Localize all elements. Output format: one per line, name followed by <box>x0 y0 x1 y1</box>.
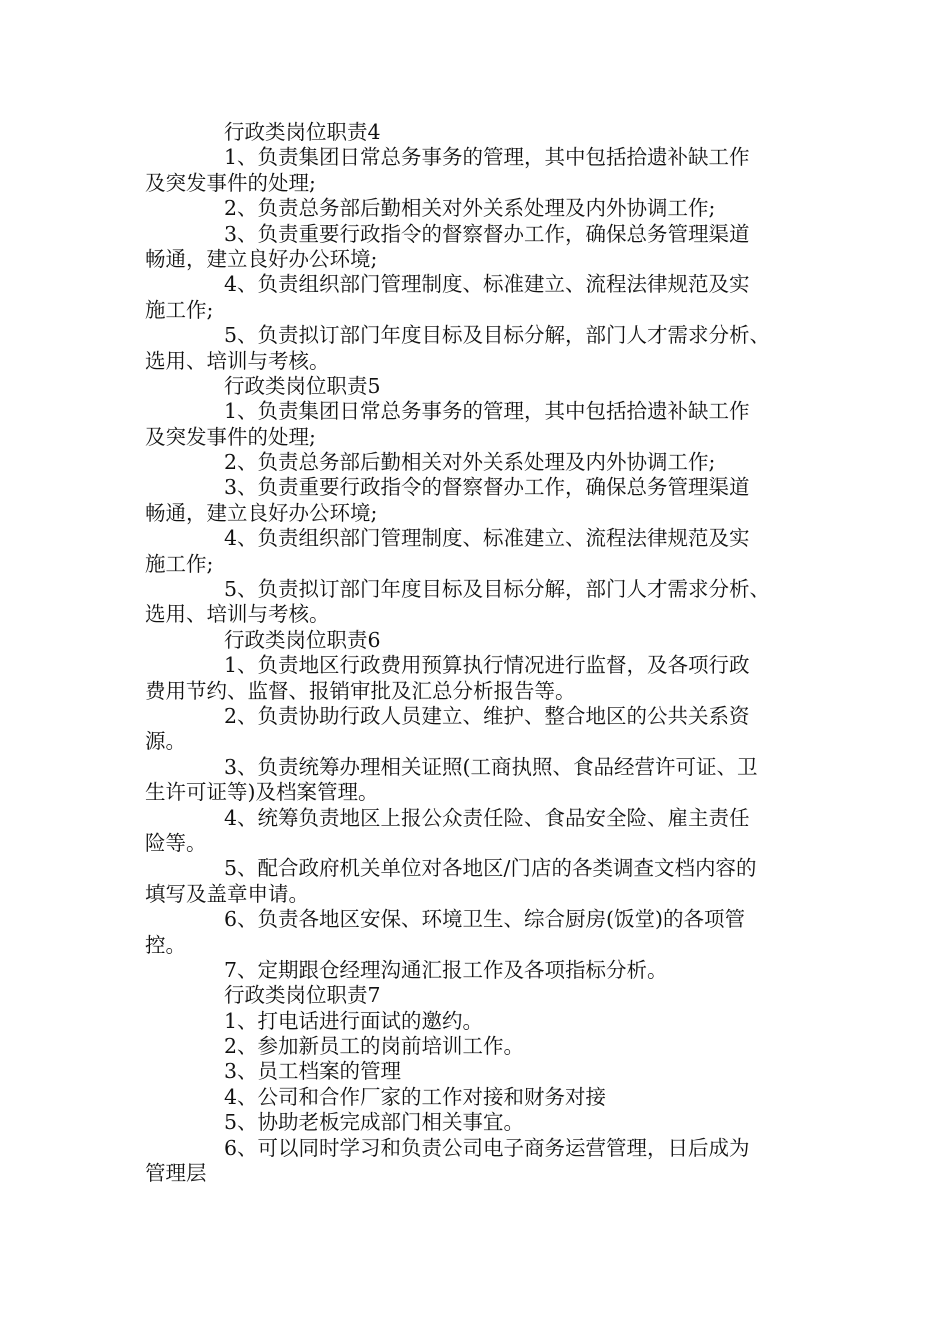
list-item-continuation: 选用、培训与考核。 <box>145 602 330 627</box>
list-item-continuation: 及突发事件的处理; <box>145 424 316 449</box>
list-item-continuation: 畅通，建立良好办公环境; <box>145 500 378 525</box>
list-item-continuation: 填写及盖章申请。 <box>145 881 309 906</box>
list-item: 2、负责总务部后勤相关对外关系处理及内外协调工作; <box>224 196 716 221</box>
section-heading: 行政类岗位职责4 <box>224 120 381 144</box>
list-item: 4、负责组织部门管理制度、标准建立、流程法律规范及实 <box>224 526 750 551</box>
list-item: 2、负责总务部后勤相关对外关系处理及内外协调工作; <box>224 450 716 475</box>
list-item: 5、负责拟订部门年度目标及目标分解，部门人才需求分析、 <box>224 323 771 348</box>
list-item-continuation: 选用、培训与考核。 <box>145 348 330 373</box>
list-item: 2、参加新员工的岗前培训工作。 <box>224 1034 525 1059</box>
list-item-continuation: 施工作; <box>145 551 214 576</box>
list-item: 5、协助老板完成部门相关事宜。 <box>224 1110 525 1135</box>
list-item: 1、负责地区行政费用预算执行情况进行监督，及各项行政 <box>224 653 750 678</box>
list-item: 6、负责各地区安保、环境卫生、综合厨房(饭堂)的各项管 <box>224 907 746 932</box>
list-item: 4、公司和合作厂家的工作对接和财务对接 <box>224 1084 607 1109</box>
list-item: 7、定期跟仓经理沟通汇报工作及各项指标分析。 <box>224 957 668 982</box>
list-item-continuation: 及突发事件的处理; <box>145 170 316 195</box>
list-item: 4、负责组织部门管理制度、标准建立、流程法律规范及实 <box>224 272 750 297</box>
document-body <box>145 120 815 1186</box>
list-item: 3、负责统筹办理相关证照(工商执照、食品经营许可证、卫 <box>224 754 758 779</box>
list-item: 5、配合政府机关单位对各地区/门店的各类调查文档内容的 <box>224 856 757 881</box>
section-heading: 行政类岗位职责6 <box>224 627 381 652</box>
list-item-continuation: 险等。 <box>145 830 207 855</box>
list-item: 1、负责集团日常总务事务的管理，其中包括拾遗补缺工作 <box>224 145 750 170</box>
section-heading: 行政类岗位职责5 <box>224 373 381 398</box>
list-item-continuation: 施工作; <box>145 297 214 322</box>
list-item: 5、负责拟订部门年度目标及目标分解，部门人才需求分析、 <box>224 577 771 602</box>
list-item: 3、员工档案的管理 <box>224 1059 402 1084</box>
list-item-continuation: 费用节约、监督、报销审批及汇总分析报告等。 <box>145 678 576 703</box>
list-item: 2、负责协助行政人员建立、维护、整合地区的公共关系资 <box>224 703 750 728</box>
list-item: 4、统筹负责地区上报公众责任险、食品安全险、雇主责任 <box>224 805 750 830</box>
list-item: 3、负责重要行政指令的督察督办工作，确保总务管理渠道 <box>224 221 750 246</box>
list-item: 6、可以同时学习和负责公司电子商务运营管理，日后成为 <box>224 1135 750 1160</box>
list-item-continuation: 控。 <box>145 932 186 957</box>
list-item: 1、负责集团日常总务事务的管理，其中包括拾遗补缺工作 <box>224 399 750 424</box>
list-item-continuation: 源。 <box>145 729 186 754</box>
section-heading: 行政类岗位职责7 <box>224 983 381 1008</box>
list-item-continuation: 管理层 <box>145 1161 207 1186</box>
list-item: 1、打电话进行面试的邀约。 <box>224 1008 484 1033</box>
list-item-continuation: 生许可证等)及档案管理。 <box>145 780 379 805</box>
list-item: 3、负责重要行政指令的督察督办工作，确保总务管理渠道 <box>224 475 750 500</box>
list-item-continuation: 畅通，建立良好办公环境; <box>145 246 378 271</box>
